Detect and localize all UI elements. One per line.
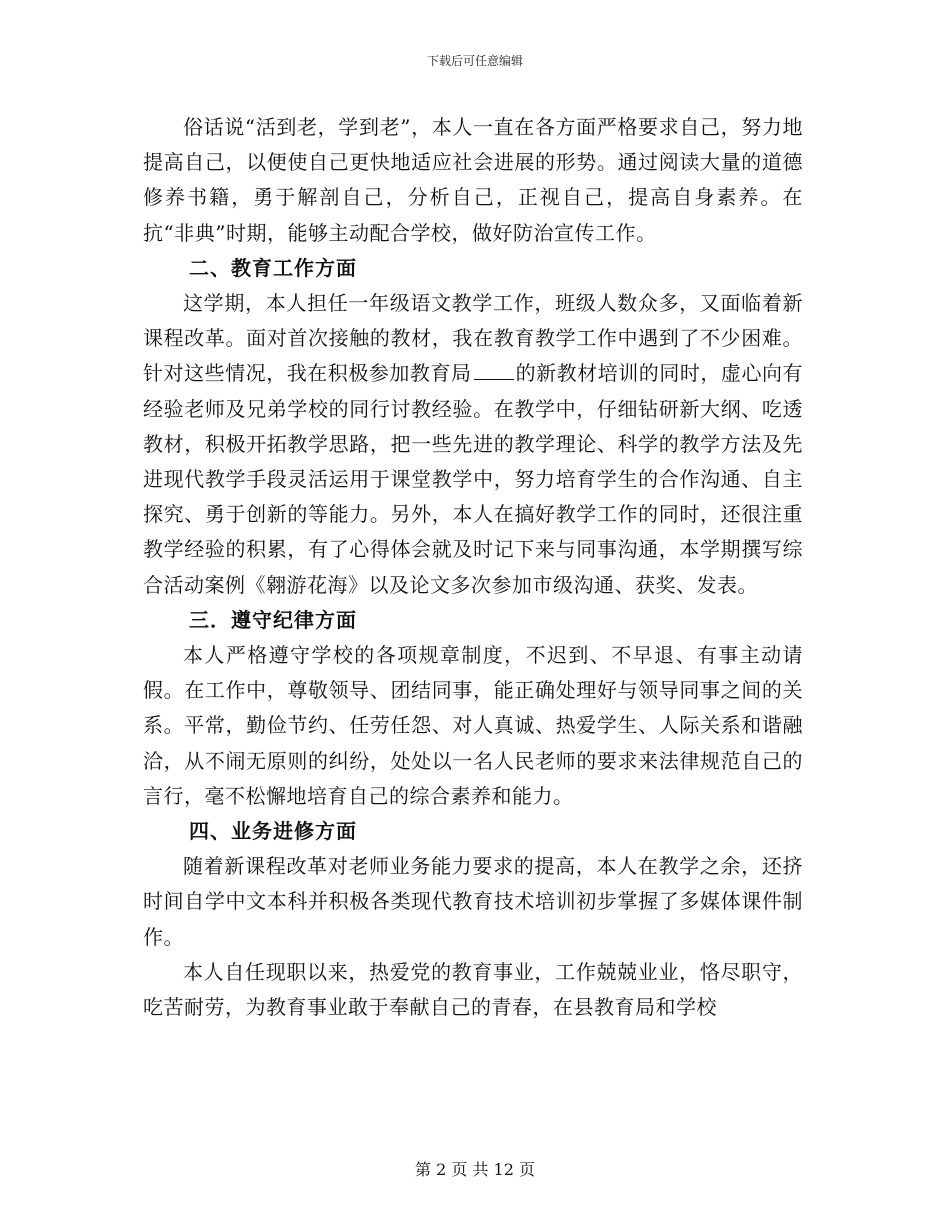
paragraph-summary: 本人自任现职以来，热爱党的教育事业，工作兢兢业业，恪尽职守，吃苦耐劳，为教育事业敢于奉献自己的青春，在县教育局和学校 — [143, 959, 803, 1020]
page-number: 第 2 页 共 12 页 — [415, 1160, 535, 1179]
paragraph-education — [143, 286, 803, 603]
paragraph-education-part2: 的新教材培训的同时，虚心向有经验老师及兄弟学校的同行讨教经验。在教学中，仔细钻研新大纲、吃透教材，积极开拓教学思路，把一些先进的教学理论、科学的教学方法及先进现代教学手段灵活运用于课堂教学中，努力培育学生的合作沟通、自主探究、勇于创新的等能力。另外，本人在搞好教学工作的同时，还很注重教学经验的积累，有了心得体会就及时记下来与同事沟通，本学期撰写综合活动案例《翱游花海》以及论文多次参加市级沟通、获奖、发表。 — [143, 361, 804, 597]
document-body — [143, 110, 803, 1025]
paragraph-discipline: 本人严格遵守学校的各项规章制度，不迟到、不早退、有事主动请假。在工作中，尊敬领导、团结同事，能正确处理好与领导同事之间的关系。平常，勤俭节约、任劳任怨、对人真诚、热爱学生、人际关系和谐融洽，从不闹无原则的纠纷，处处以一名人民老师的要求来法律规范自己的言行，毫不松懈地培育自己的综合素养和能力。 — [143, 643, 803, 808]
section-heading-training: 四、业务进修方面 — [189, 819, 357, 844]
blank-underline — [474, 361, 514, 380]
paragraph-self-improvement: 俗话说“活到老，学到老”，本人一直在各方面严格要求自己，努力地提高自己，以便使自己更快地适应社会进展的形势。通过阅读大量的道德修养书籍，勇于解剖自己，分析自己，正视自己，提高自身素养。在抗“非典”时期，能够主动配合学校，做好防治宣传工作。 — [143, 115, 803, 245]
paragraph-training: 随着新课程改革对老师业务能力要求的提高，本人在教学之余，还挤时间自学中文本科并积极各类现代教育技术培训初步掌握了多媒体课件制作。 — [143, 854, 803, 949]
section-heading-education: 二、教育工作方面 — [189, 255, 357, 280]
section-heading-discipline: 三．遵守纪律方面 — [189, 607, 357, 632]
paragraph-education-part1: 这学期，本人担任一年级语文教学工作，班级人数众多，又面临着新课程改革。面对首次接触的教材，我在教育教学工作中遇到了不少困难。针对这些情况，我在积极参加教育局 — [143, 291, 803, 386]
page-header: 下载后可任意编辑 — [426, 54, 523, 68]
